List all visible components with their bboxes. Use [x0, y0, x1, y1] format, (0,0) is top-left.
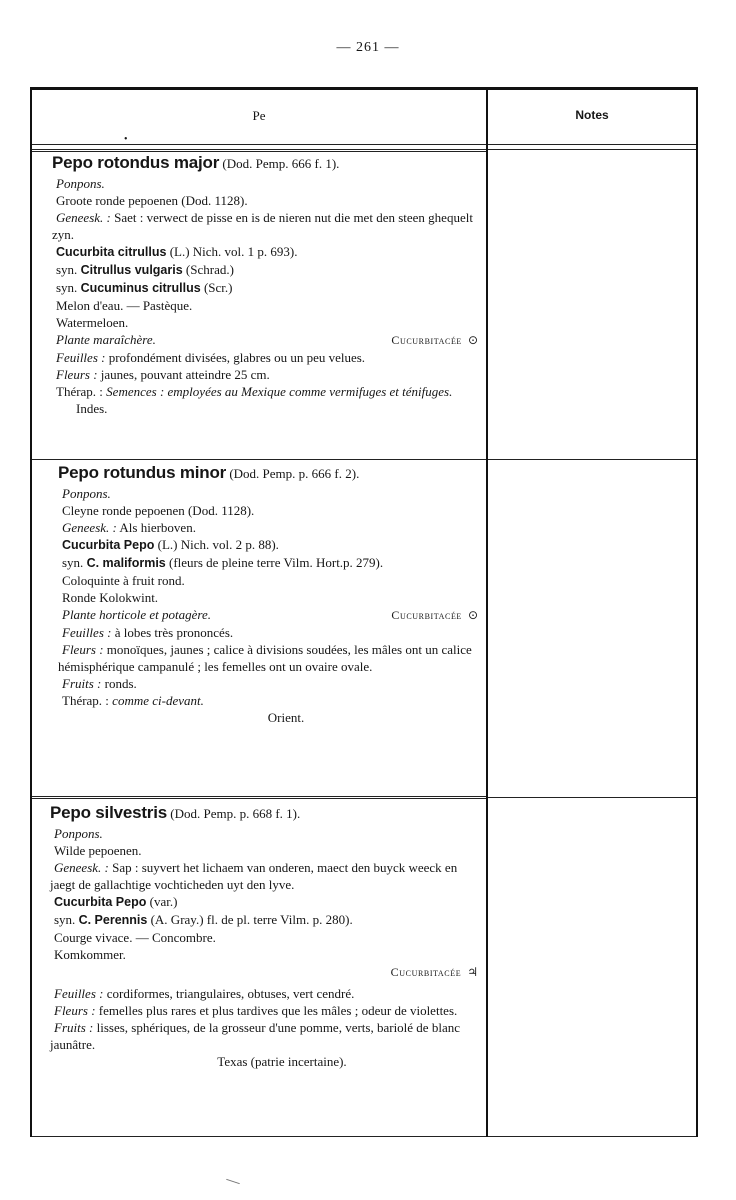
- entry-separator-right: [488, 797, 696, 798]
- header-dot: •: [124, 134, 128, 145]
- botanical-name: Cucurbita citrullus (L.) Nich. vol. 1 p. 693).: [56, 244, 298, 259]
- header-rule-right: [488, 144, 696, 145]
- synonym: syn. C. maliformis (fleurs de pleine terre Vilm. Hort.p. 279).: [62, 555, 384, 570]
- medical-note: Geneesk. : Saet : verwect de pisse en is de nieren nut die met den steen ghequelt zyn.: [52, 210, 473, 242]
- entry-separator-left: [32, 459, 486, 460]
- entry-title-line: [52, 154, 484, 172]
- flowers-description: Fleurs : monoïques, jaunes ; calice à divisions soudées, les mâles ont un calice hémisphérique campanulé ; les femelles ont un ovaire ovale.: [58, 642, 472, 674]
- header-rule-right-lower: [488, 149, 696, 150]
- plant-category: Plante horticole et potagère.: [62, 607, 211, 622]
- entry-separator-left: [32, 796, 486, 799]
- entry-pepo-silvestris: [50, 804, 484, 1070]
- dutch-name: Cleyne ronde pepoenen (Dod. 1128).: [62, 503, 255, 518]
- column-divider: [486, 90, 488, 1137]
- page-number: — 261 —: [336, 40, 400, 55]
- leaves-description: Feuilles : profondément divisées, glabres ou un peu velues.: [56, 350, 366, 365]
- entry-pepo-rotondus-major: [52, 154, 484, 417]
- therapeutic-note: Thérap. : comme ci-devant.: [62, 693, 204, 708]
- origin: Indes.: [76, 401, 108, 416]
- column-header-notes: Notes: [575, 108, 609, 122]
- common-name: Ponpons.: [56, 176, 105, 191]
- therapeutic-note: Thérap. : Semences : employées au Mexique comme vermifuges et ténifuges. Indes.: [56, 384, 453, 416]
- dutch-common-name: Watermeloen.: [56, 315, 129, 330]
- botanical-name: Cucurbita Pepo (var.): [54, 894, 178, 909]
- french-name: Courge vivace. — Concombre.: [54, 930, 216, 945]
- entry-separator-right: [488, 459, 696, 460]
- entry-title: Pepo silvestris: [50, 803, 168, 822]
- french-name: Melon d'eau. — Pastèque.: [56, 298, 193, 313]
- medical-note: Geneesk. : Sap : suyvert het lichaem van onderen, maect den buyck weeck en jaegt de gallachtige vochticheden uyt den lyve.: [50, 860, 458, 892]
- entry-citation: (Dod. Pemp. p. 668 f. 1).: [170, 806, 301, 821]
- plant-family: Cucurbitacée ⊙: [391, 608, 478, 622]
- plant-category: Plante maraîchère.: [56, 332, 156, 347]
- perennial-symbol-icon: ♃: [467, 965, 478, 979]
- column-header-left: Pe: [252, 108, 266, 123]
- common-name: Ponpons.: [54, 826, 103, 841]
- french-name: Coloquinte à fruit rond.: [62, 573, 185, 588]
- fruits-description: Fruits : lisses, sphériques, de la grosseur d'une pomme, verts, bariolé de blanc jaunâtre.: [50, 1020, 460, 1052]
- plant-category-row: [58, 606, 484, 624]
- herbal-table: [30, 87, 698, 1137]
- medical-note: Geneesk. : Als hierboven.: [62, 520, 196, 535]
- entry-pepo-rotundus-minor: [58, 464, 484, 726]
- dutch-name: Wilde pepoenen.: [54, 843, 142, 858]
- page-mark: [226, 1179, 240, 1184]
- entry-title-line: [58, 464, 484, 482]
- dutch-name: Groote ronde pepoenen (Dod. 1128).: [56, 193, 248, 208]
- annual-symbol-icon: ⊙: [467, 608, 478, 622]
- synonym: syn. Citrullus vulgaris (Schrad.): [56, 262, 234, 277]
- entry-citation: (Dod. Pemp. 666 f. 1).: [222, 156, 340, 171]
- header-rule-left-double: [32, 149, 486, 152]
- plant-family: Cucurbitacée ♃: [390, 965, 478, 979]
- table-bottom-rule-left: [32, 1136, 486, 1137]
- leaves-description: Feuilles : à lobes très prononcés.: [62, 625, 234, 640]
- plant-family: Cucurbitacée ⊙: [391, 333, 478, 347]
- leaves-description: Feuilles : cordiformes, triangulaires, obtuses, vert cendré.: [54, 986, 355, 1001]
- flowers-description: Fleurs : femelles plus rares et plus tardives que les mâles ; odeur de violettes.: [54, 1003, 458, 1018]
- synonym: syn. C. Perennis (A. Gray.) fl. de pl. terre Vilm. p. 280).: [54, 912, 353, 927]
- common-name: Ponpons.: [62, 486, 111, 501]
- table-bottom-rule-right: [488, 1136, 696, 1137]
- dutch-common-name: Ronde Kolokwint.: [62, 590, 159, 605]
- origin: Orient.: [267, 710, 305, 725]
- entry-title-line: [50, 804, 484, 822]
- synonym: syn. Cucuminus citrullus (Scr.): [56, 280, 233, 295]
- header-rule-left: [32, 144, 486, 145]
- plant-category-row: [52, 331, 484, 349]
- entry-citation: (Dod. Pemp. p. 666 f. 2).: [229, 466, 360, 481]
- annual-symbol-icon: ⊙: [467, 333, 478, 347]
- dutch-common-name: Komkommer.: [54, 947, 126, 962]
- entry-title: Pepo rotondus major: [52, 153, 220, 172]
- botanical-name: Cucurbita Pepo (L.) Nich. vol. 2 p. 88).: [62, 537, 279, 552]
- fruits-description: Fruits : ronds.: [62, 676, 137, 691]
- entry-title: Pepo rotundus minor: [58, 463, 227, 482]
- origin: Texas (patrie incertaine).: [217, 1054, 347, 1069]
- flowers-description: Fleurs : jaunes, pouvant atteindre 25 cm.: [56, 367, 270, 382]
